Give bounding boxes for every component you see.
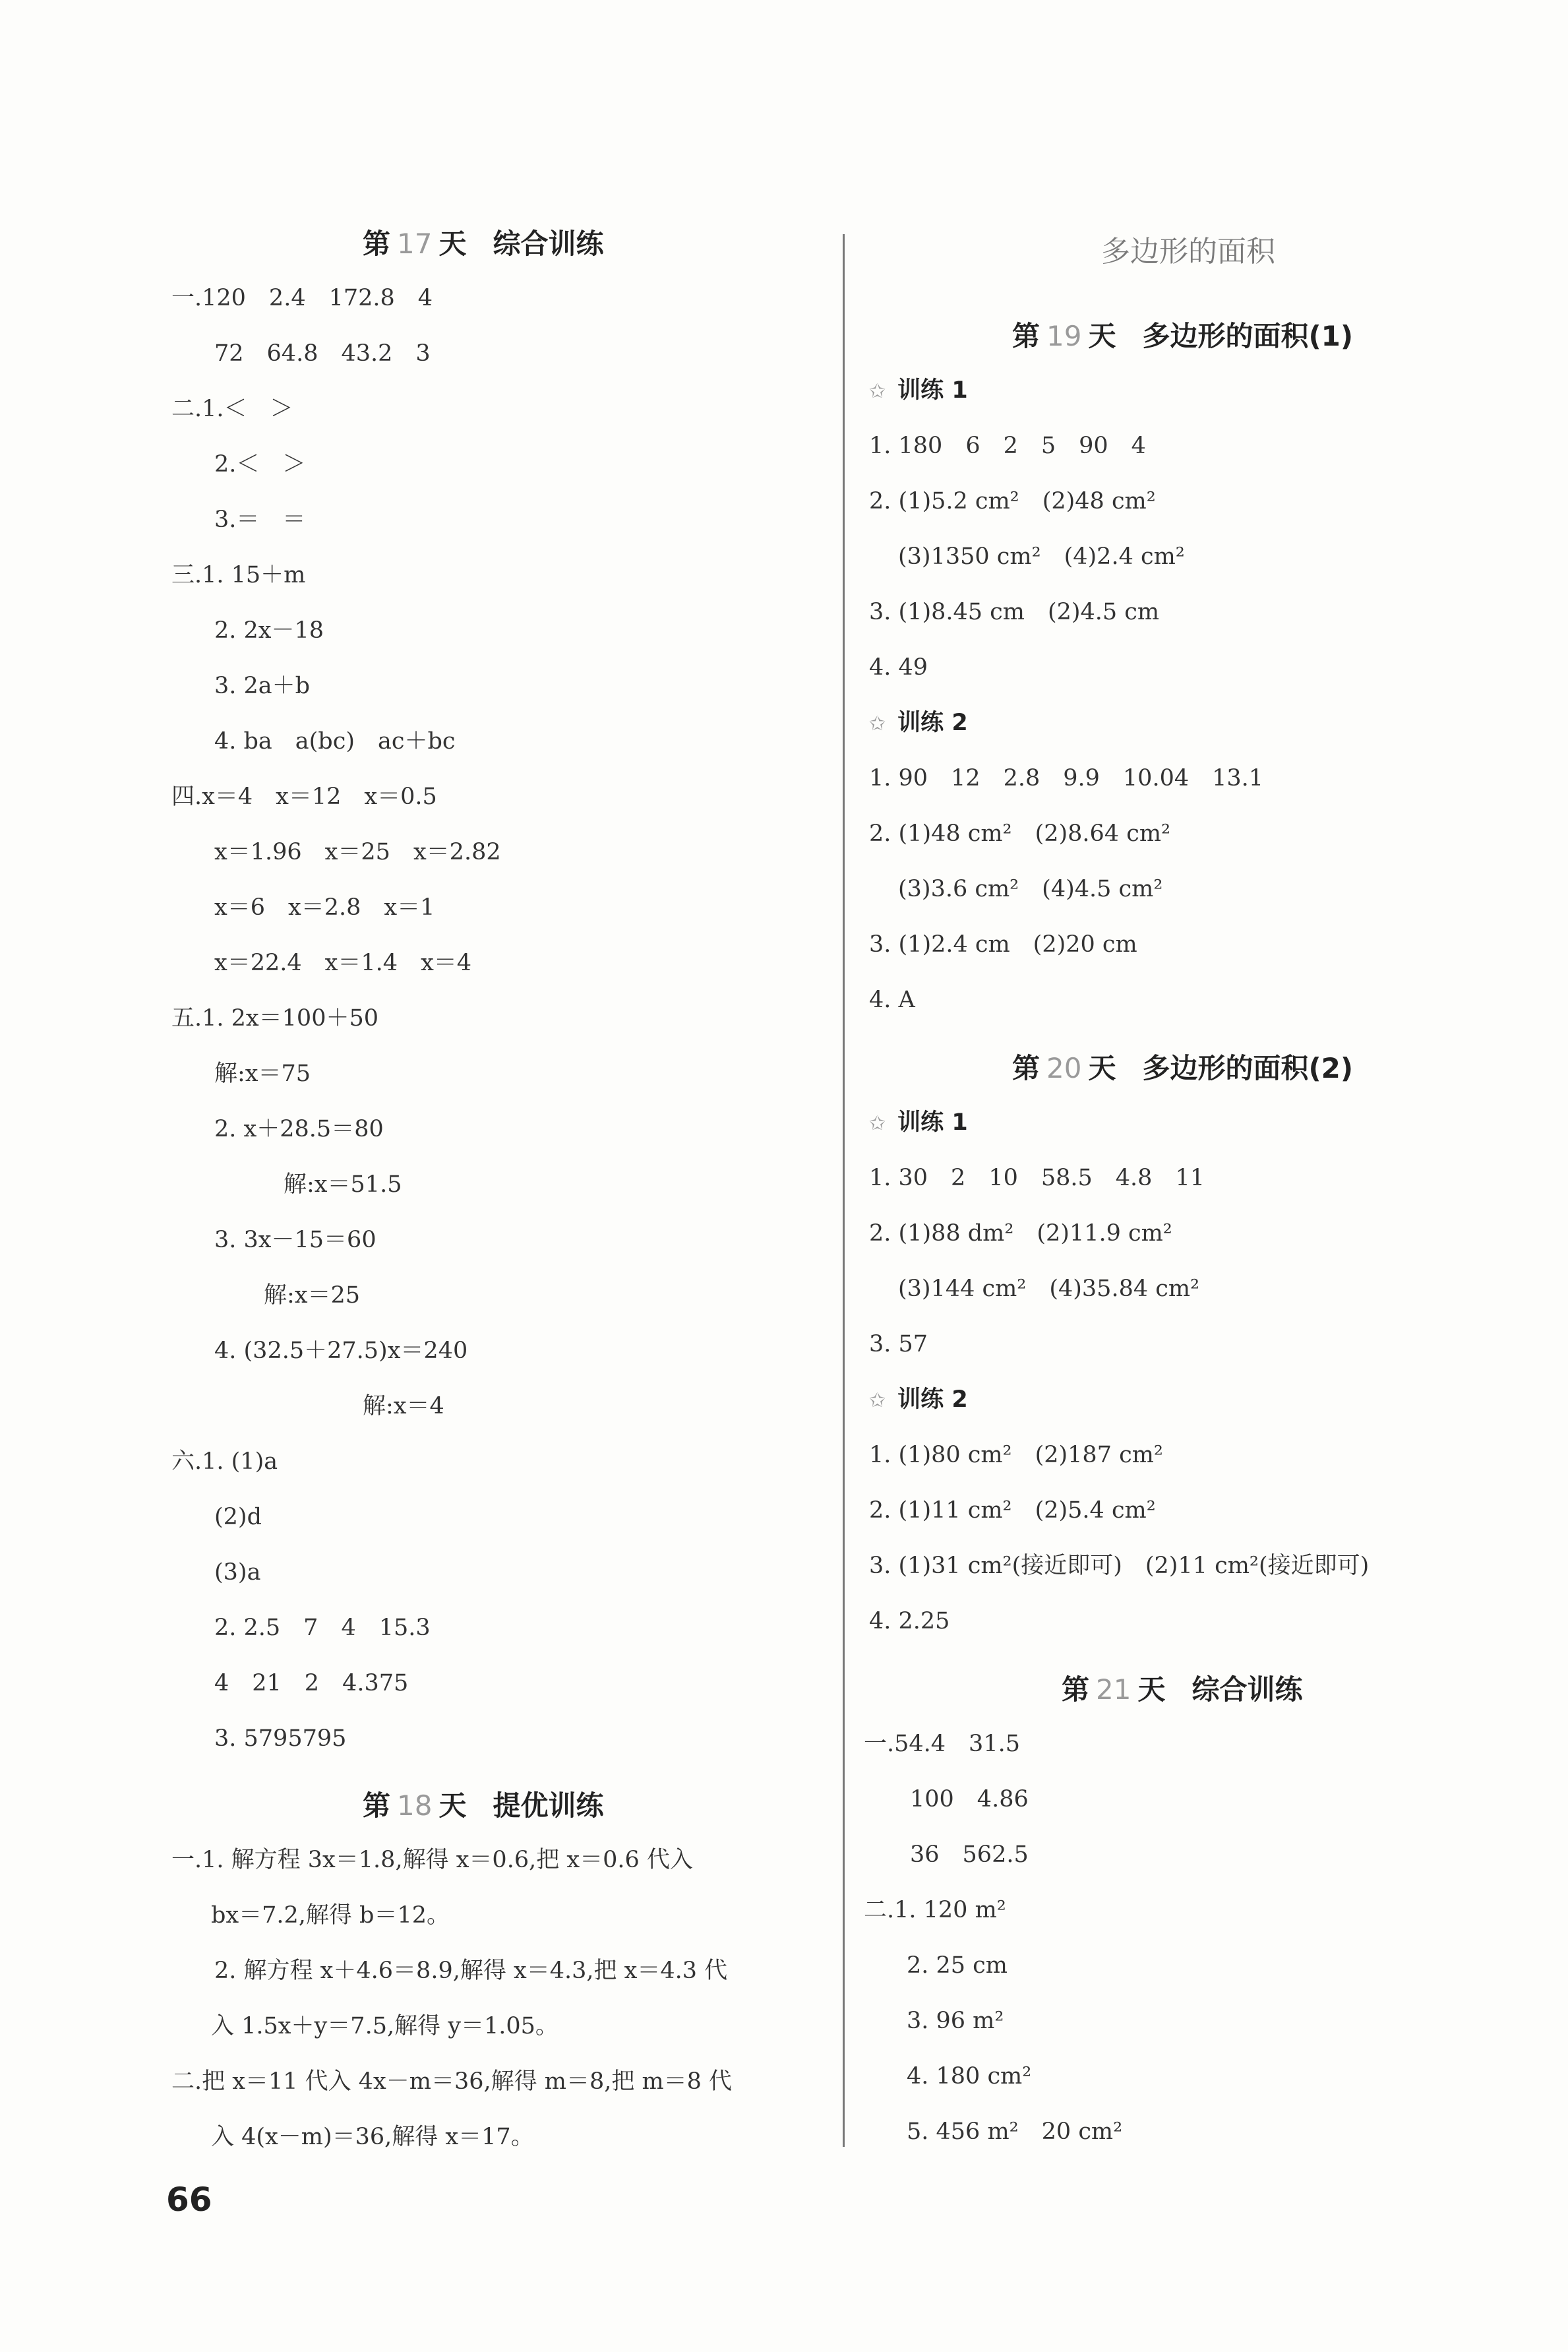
answer-line: 解:x＝4	[363, 1393, 444, 1419]
answer-line: 1. 180 6 2 5 90 4	[869, 433, 1146, 459]
answer-line: 二.把 x＝11 代入 4x－m＝36,解得 m＝8,把 m＝8 代	[171, 2068, 733, 2095]
answer-line: 一.1. 解方程 3x＝1.8,解得 x＝0.6,把 x＝0.6 代入	[171, 1847, 693, 1873]
answer-line: 解:x＝75	[214, 1061, 311, 1087]
answer-line: x＝6 x＝2.8 x＝1	[214, 894, 435, 921]
day-label-post: 天	[1088, 320, 1116, 352]
answer-line: 4. (32.5＋27.5)x＝240	[214, 1338, 468, 1364]
answer-line: 2. (1)11 cm² (2)5.4 cm²	[869, 1497, 1156, 1524]
answer-line: 一.120 2.4 172.8 4	[171, 285, 433, 311]
day20-heading	[1012, 1036, 1353, 1101]
answer-line: 三.1. 15＋m	[171, 562, 306, 588]
star-icon: ✩	[869, 380, 886, 403]
answer-line: x＝1.96 x＝25 x＝2.82	[214, 839, 501, 865]
day-title: 综合训练	[1191, 1673, 1303, 1706]
answer-line: 3. 2a＋b	[214, 673, 311, 699]
answer-line: 72 64.8 43.2 3	[214, 340, 431, 367]
answer-line: 4. 2.25	[869, 1608, 950, 1634]
answer-line: 3. 3x－15＝60	[214, 1227, 377, 1253]
answer-line: 四.x＝4 x＝12 x＝0.5	[171, 784, 437, 810]
answer-line: 入 4(x－m)＝36,解得 x＝17。	[211, 2124, 534, 2150]
answer-line: 2. 25 cm	[907, 1952, 1008, 1979]
answer-line: 1. 90 12 2.8 9.9 10.04 13.1	[869, 765, 1264, 791]
day-number: 18	[397, 1789, 433, 1822]
column-divider	[843, 234, 845, 2147]
answer-line: 100 4.86	[910, 1786, 1029, 1812]
star-icon: ✩	[869, 1389, 886, 1412]
training-label: ✩ 训练 2	[869, 710, 968, 736]
answer-line: 2. 2.5 7 4 15.3	[214, 1615, 431, 1641]
answer-line: 4. A	[869, 987, 915, 1013]
day18-heading	[363, 1773, 604, 1839]
answer-line: 2. (1)5.2 cm² (2)48 cm²	[869, 488, 1156, 514]
star-icon: ✩	[869, 1112, 886, 1135]
answer-line: 解:x＝25	[264, 1282, 361, 1309]
answer-line: 五.1. 2x＝100＋50	[171, 1005, 378, 1032]
day-title: 多边形的面积(1)	[1142, 320, 1354, 352]
answer-line: 3. 5795795	[214, 1725, 347, 1752]
day-title: 提优训练	[493, 1789, 604, 1822]
day-number: 21	[1096, 1673, 1131, 1706]
day-label-pre: 第	[363, 1789, 391, 1822]
answer-line: 2.＜ ＞	[214, 451, 306, 478]
answer-line: 3.＝ ＝	[214, 507, 306, 533]
answer-line: 1. 30 2 10 58.5 4.8 11	[869, 1165, 1205, 1191]
day-number: 19	[1046, 320, 1082, 352]
answer-line: (3)144 cm² (4)35.84 cm²	[898, 1276, 1200, 1302]
answer-line: 2. x＋28.5＝80	[214, 1116, 384, 1142]
day-number: 20	[1046, 1052, 1082, 1084]
answer-line: (3)3.6 cm² (4)4.5 cm²	[898, 876, 1163, 902]
answer-line: 5. 456 m² 20 cm²	[907, 2119, 1123, 2145]
answer-line: 4 21 2 4.375	[214, 1670, 409, 1696]
page-number: 66	[166, 2181, 212, 2219]
answer-line: 2. 2x－18	[214, 617, 324, 644]
day21-heading	[1062, 1657, 1303, 1723]
star-icon: ✩	[869, 712, 886, 735]
training-label: ✩ 训练 1	[869, 1109, 968, 1136]
day-number: 17	[397, 228, 433, 260]
answer-line: 4. 180 cm²	[907, 2063, 1032, 2089]
training-label: ✩ 训练 2	[869, 1386, 968, 1413]
answer-line: 一.54.4 31.5	[864, 1731, 1020, 1757]
answer-line: 3. 57	[869, 1331, 928, 1357]
day-label-pre: 第	[1012, 320, 1040, 352]
day-title: 多边形的面积(2)	[1142, 1052, 1354, 1084]
day-label-post: 天	[438, 1789, 467, 1822]
answer-line: 3. (1)31 cm²(接近即可) (2)11 cm²(接近即可)	[869, 1553, 1370, 1579]
answer-line: 解:x＝51.5	[284, 1171, 402, 1198]
answer-line: (3)1350 cm² (4)2.4 cm²	[898, 543, 1185, 570]
answer-line: 2. (1)48 cm² (2)8.64 cm²	[869, 820, 1171, 847]
day-label-post: 天	[1088, 1052, 1116, 1084]
answer-line: 2. 解方程 x＋4.6＝8.9,解得 x＝4.3,把 x＝4.3 代	[214, 1958, 728, 1984]
answer-line: 六.1. (1)a	[171, 1448, 278, 1475]
answer-line: 1. (1)80 cm² (2)187 cm²	[869, 1442, 1163, 1468]
day19-heading	[1012, 303, 1353, 369]
answer-line: (2)d	[214, 1504, 262, 1530]
answer-line: (3)a	[214, 1559, 261, 1586]
answer-line: 3. (1)2.4 cm (2)20 cm	[869, 931, 1137, 958]
answer-line: 3. 96 m²	[907, 2008, 1004, 2034]
day-label-post: 天	[438, 228, 467, 260]
answer-line: 3. (1)8.45 cm (2)4.5 cm	[869, 599, 1160, 625]
answer-line: 4. ba a(bc) ac＋bc	[214, 728, 456, 755]
day-label-pre: 第	[1062, 1673, 1090, 1706]
answer-line: 2. (1)88 dm² (2)11.9 cm²	[869, 1220, 1172, 1247]
section-title: 多边形的面积	[1101, 235, 1275, 268]
answer-line: 入 1.5x＋y＝7.5,解得 y＝1.05。	[211, 2013, 558, 2039]
answer-line: 二.1.＜ ＞	[171, 396, 293, 422]
day-label-post: 天	[1137, 1673, 1166, 1706]
answer-line: 二.1. 120 m²	[864, 1897, 1006, 1923]
training-label: ✩ 训练 1	[869, 377, 968, 404]
answer-line: x＝22.4 x＝1.4 x＝4	[214, 950, 472, 976]
day-label-pre: 第	[1012, 1052, 1040, 1084]
answer-line: bx＝7.2,解得 b＝12。	[211, 1902, 450, 1929]
day-title: 综合训练	[493, 228, 604, 260]
day-label-pre: 第	[363, 228, 391, 260]
answer-line: 4. 49	[869, 654, 928, 681]
answer-line: 36 562.5	[910, 1841, 1029, 1868]
day17-heading	[363, 211, 604, 277]
